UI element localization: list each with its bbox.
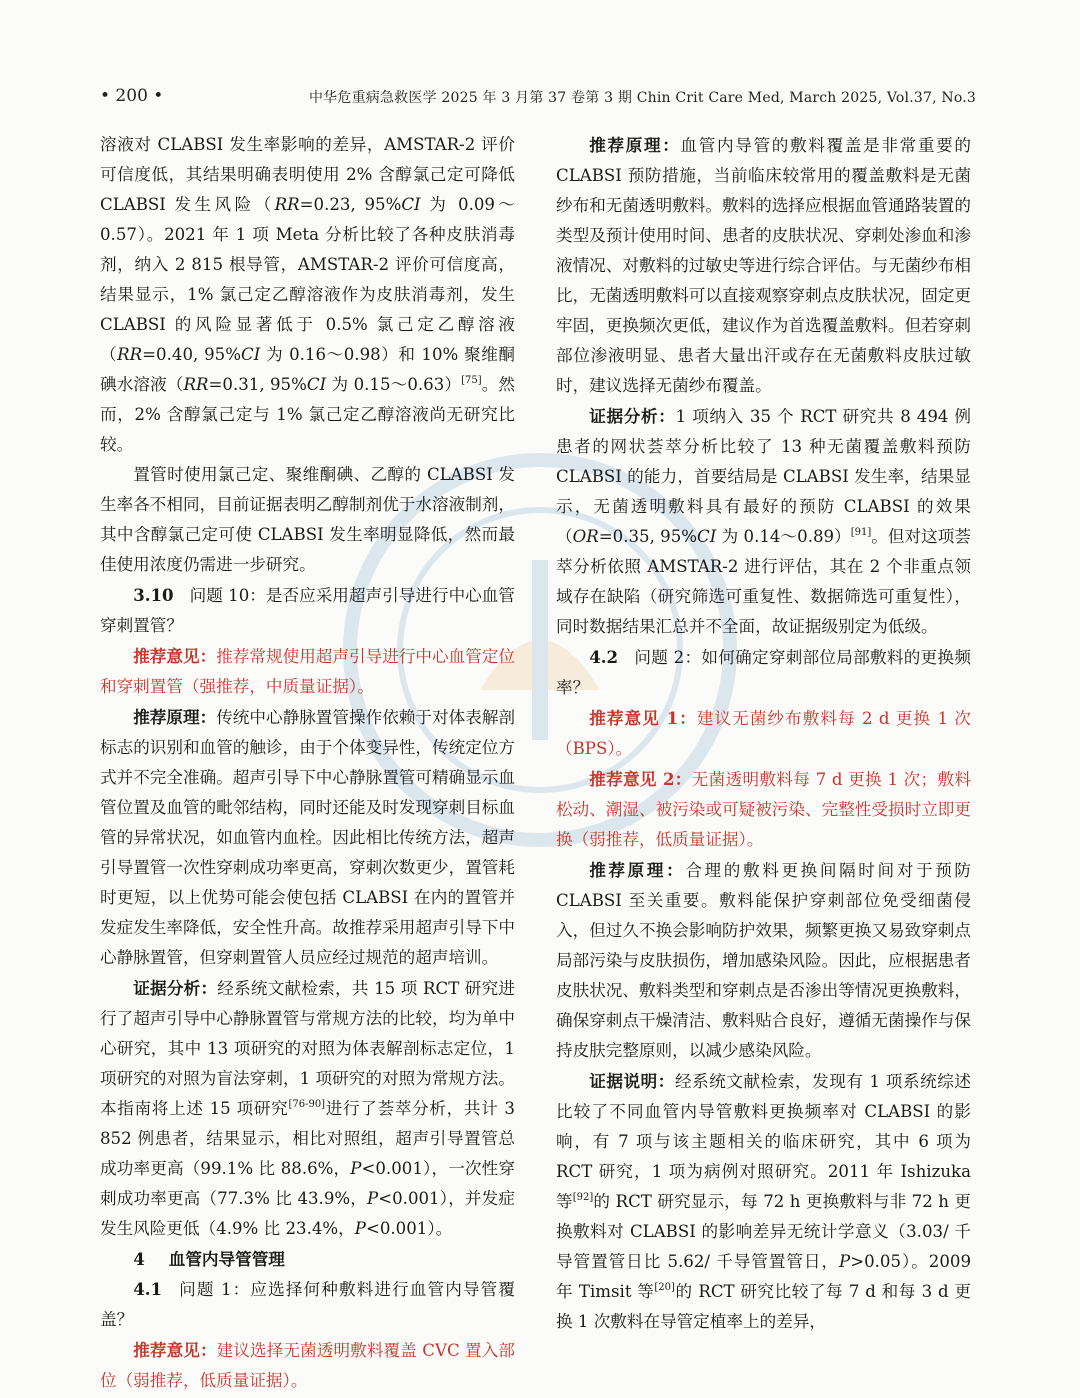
section-heading-4-2: 4.2 问题 2：如何确定穿刺部位局部敷料的更换频率？ <box>556 647 971 697</box>
rationale: 推荐原理：传统中心静脉置管操作依赖于对体表解剖标志的识别和血管的触诊，由于个体变异性，传统定位方式并不完全准确。超声引导下中心静脉置管可精确显示血管位置及血管的毗邻结构，同时还能及时发现穿刺目标血管的异常状况，如血管内血栓。因此相比传统方法，超声引导置管一次性穿刺成功率更高，穿刺次数更少，置管耗时更短，以上优势可能会使包括 CLABSI 在内的置管并发症发生率降低，安全性升高。故推荐采用超声引导下中心静脉置管，但穿刺置管人员应经过规范的超声培训。 <box>100 707 516 967</box>
evidence-explanation: 证据说明：经系统文献检索，发现有 1 项系统综述比较了不同血管内导管敷料更换频率对 CLABSI 的影响，有 7 项与该主题相关的临床研究，其中 6 项为 RCT 研究，1 项为病例对照研究。2011 年 Ishizuka 等[92]的 RCT 研究显示，每 72 h 更换敷料与非 72 h 更换敷料对 CLABSI 的影响差异无统计学意义（3.03/ 千导管置管日比 5.62/ 千导管置管日，P>0.05）。2009 年 Timsit 等[20]的 RCT 研究比较了每 7 d 和每 3 d 更换 1 次敷料在导管定植率上的差异， <box>556 1071 972 1331</box>
rationale: 推荐原理：合理的敷料更换间隔时间对于预防 CLABSI 至关重要。敷料能保护穿刺部位免受细菌侵入，但过久不换会影响防护效果，频繁更换又易致穿刺点局部污染与皮肤损伤，增加感染风险。因此，应根据患者皮肤状况、敷料类型和穿刺点是否渗出等情况更换敷料，确保穿刺点干燥清洁、敷料贴合良好，遵循无菌操作与保持皮肤完整原则，以减少感染风险。 <box>556 860 972 1060</box>
recommendation: 推荐意见：建议选择无菌透明敷料覆盖 CVC 置入部位（弱推荐，低质量证据）。 <box>100 1340 515 1390</box>
rationale: 推荐原理：血管内导管的敷料覆盖是非常重要的 CLABSI 预防措施，当前临床较常用的覆盖敷料是无菌纱布和无菌透明敷料。敷料的选择应根据血管通路装置的类型及预计使用时间、患者的皮肤状况、穿刺处渗血和渗液情况、对敷料的过敏史等进行综合评估。与无菌纱布相比，无菌透明敷料可以直接观察穿刺点皮肤状况，固定更牢固，更换频次更低，建议作为首选覆盖敷料。但若穿刺部位渗液明显、患者大量出汗或存在无菌敷料皮肤过敏时，建议选择无菌纱布覆盖。 <box>556 135 972 395</box>
journal-info: 中华危重病急救医学 2025 年 3 月第 37 卷第 3 期 Chin Crit Care Med, March 2025, Vol.37, No.3 <box>308 90 976 106</box>
page-number: • 200 • <box>100 86 164 106</box>
left-column <box>100 130 515 1396</box>
section-heading-4-1: 4.1 问题 1：应选择何种敷料进行血管内导管覆盖？ <box>100 1279 515 1329</box>
recommendation-1: 推荐意见 1：建议无菌纱布敷料每 2 d 更换 1 次（BPS）。 <box>556 708 971 758</box>
paragraph: 溶液对 CLABSI 发生率影响的差异，AMSTAR-2 评价可信度低，其结果明确表明使用 2% 含醇氯己定可降低 CLABSI 发生风险（RR=0.23, 95%CI 为 0.09～0.57）。2021 年 1 项 Meta 分析比较了各种皮肤消毒剂，纳入 2 815 根导管，AMSTAR-2 评价可信度高，结果显示，1% 氯己定乙醇溶液作为皮肤消毒剂，发生 CLABSI 的风险显著低于 0.5% 氯己定乙醇溶液（RR=0.40, 95%CI 为 0.16～0.98）和 10% 聚维酮碘水溶液（RR=0.31, 95%CI 为 0.15～0.63）[75]。然而，2% 含醇氯己定与 1% 氯己定乙醇溶液尚无研究比较。 <box>100 135 515 454</box>
page-header <box>100 82 976 112</box>
evidence-analysis: 证据分析：经系统文献检索，共 15 项 RCT 研究进行了超声引导中心静脉置管与常规方法的比较，均为单中心研究，其中 13 项研究的对照为体表解剖标志定位，1 项研究的对照为盲法穿刺，1 项研究的对照为常规方法。本指南将上述 15 项研究[76-90]进行了荟萃分析，共计 3 852 例患者，结果显示，相比对照组，超声引导置管总成功率更高（99.1% 比 88.6%，P<0.001），一次性穿刺成功率更高（77.3% 比 43.9%，P<0.001），并发症发生风险更低（4.9% 比 23.4%，P<0.001）。 <box>100 978 515 1238</box>
evidence-analysis: 证据分析：1 项纳入 35 个 RCT 研究共 8 494 例患者的网状荟萃分析比较了 13 种无菌覆盖敷料预防 CLABSI 的能力，首要结局是 CLABSI 发生率，结果显示，无菌透明敷料具有最好的预防 CLABSI 的效果（OR=0.35, 95%CI 为 0.14～0.89）[91]。但对这项荟萃分析依照 AMSTAR-2 进行评估，其在 2 个非重点领域存在缺陷（研究筛选可重复性、数据筛选可重复性），同时数据结果汇总并不全面，故证据级别定为低级。 <box>556 406 972 636</box>
recommendation-2: 推荐意见 2：无菌透明敷料每 7 d 更换 1 次；敷料松动、潮湿、被污染或可疑被污染、完整性受损时立即更换（弱推荐，低质量证据）。 <box>556 769 971 849</box>
recommendation: 推荐意见：推荐常规使用超声引导进行中心血管定位和穿刺置管（强推荐，中质量证据）。 <box>100 646 516 696</box>
right-column <box>556 130 971 1337</box>
section-heading-3-10: 3.10 问题 10：是否应采用超声引导进行中心血管穿刺置管？ <box>100 585 515 635</box>
paragraph: 置管时使用氯己定、聚维酮碘、乙醇的 CLABSI 发生率各不相同，目前证据表明乙醇制剂优于水溶液制剂，其中含醇氯己定可使 CLABSI 发生率明显降低，然而最佳使用浓度仍需进一步研究。 <box>100 465 515 574</box>
section-heading-4: 4 血管内导管管理 <box>133 1249 285 1269</box>
